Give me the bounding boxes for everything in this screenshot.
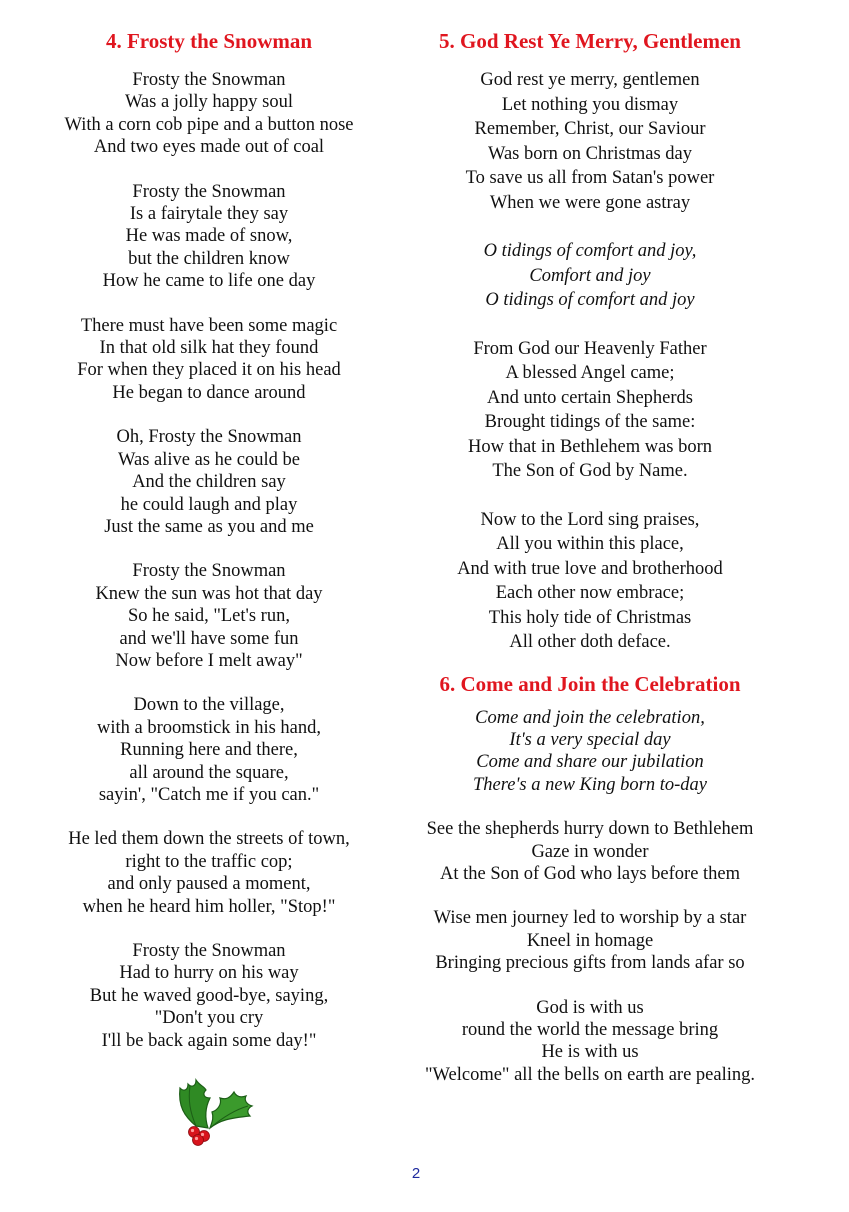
lyric-line: So he said, "Let's run, [128,606,290,627]
lyric-line: Brought tidings of the same: [484,412,696,432]
lyric-line: he could laugh and play [120,494,298,515]
lyric-line: There must have been some magic [80,315,338,336]
lyric-line: Now to the Lord sing praises, [480,509,700,530]
lyric-line: All other doth deface. [509,632,671,652]
lyric-line: Down to the village, [133,695,285,716]
frosty-verse-7 [30,828,388,918]
lyric-line: "Don't you cry [154,1008,264,1029]
frosty-verse-4 [30,426,388,538]
lyric-line: When we were gone astray [489,192,691,213]
lyric-line: It's a very special day [509,729,671,750]
frosty-verse-2 [30,181,388,293]
lyric-line: And unto certain Shepherds [486,387,694,408]
god-rest-chorus [398,239,782,313]
lyric-line: Running here and there, [120,740,298,761]
frosty-verse-1 [30,69,388,159]
lyric-line: From God our Heavenly Father [473,338,707,359]
lyric-line: How that in Bethlehem was born [467,436,713,457]
lyric-line: And the children say [132,472,286,493]
lyric-line: With a corn cob pipe and a button nose [64,114,354,135]
lyric-line: There's a new King born to-day [473,774,707,795]
lyric-line: with a broomstick in his hand, [96,717,322,738]
lyric-line: all around the square, [129,762,289,783]
lyric-line: But he waved good-bye, saying, [89,985,329,1006]
celebration-verse-2 [398,907,782,974]
lyric-line: Knew the sun was hot that day [95,583,323,604]
lyric-line: God rest ye merry, gentlemen [480,70,700,90]
lyric-line: Was born on Christmas day [487,143,693,164]
lyric-line: Wise men journey led to worship by a star [433,908,747,929]
lyric-line: All you within this place, [496,534,684,554]
lyric-line: Was alive as he could be [118,449,300,470]
lyric-line: and only paused a moment, [107,874,311,895]
lyric-line: Had to hurry on his way [119,963,299,984]
lyric-line: He is with us [541,1042,639,1063]
lyric-line: Bringing precious gifts from lands afar so [435,953,745,974]
lyric-line: In that old silk hat they found [99,338,319,359]
lyric-line: and we'll have some fun [119,628,299,649]
lyric-line: And two eyes made out of coal [93,137,325,158]
lyric-line: This holy tide of Christmas [488,607,692,628]
frosty-verse-3 [30,315,388,405]
lyric-line: Come and share our jubilation [476,752,704,773]
lyric-line: I'll be back again some day!" [101,1030,317,1051]
celebration-chorus [398,707,782,797]
god-rest-verse-1 [398,68,782,215]
holly-icon [170,1066,260,1148]
song-title-frosty: 4. Frosty the Snowman [105,29,313,53]
lyric-line: Frosty the Snowman [132,70,286,90]
lyric-line: Is a fairytale they say [129,204,289,225]
lyric-line: Oh, Frosty the Snowman [116,427,302,448]
lyric-line: At the Son of God who lays before them [439,863,741,884]
lyric-line: And with true love and brotherhood [457,558,723,579]
lyric-line: God is with us [536,997,644,1018]
celebration-verse-3 [398,997,782,1087]
lyric-line: See the shepherds hurry down to Bethlehem [426,819,754,840]
lyric-line: Come and join the celebration, [475,707,705,728]
lyric-line: Remember, Christ, our Saviour [474,119,706,139]
lyric-line: round the world the message bring [461,1019,719,1040]
lyric-line: sayin', "Catch me if you can." [98,784,320,805]
right-column [398,28,782,1086]
lyric-line: O tidings of comfort and joy, [483,241,697,261]
lyric-line: Frosty the Snowman [132,181,286,202]
god-rest-verse-3 [398,508,782,655]
lyric-line: Each other now embrace; [495,583,685,603]
lyric-line: Kneel in homage [526,930,654,951]
lyric-line: To save us all from Satan's power [465,168,715,188]
lyric-line: O tidings of comfort and joy [485,290,695,310]
lyric-line: He began to dance around [112,382,306,403]
lyric-line: right to the traffic cop; [125,851,293,872]
lyric-line: The Son of God by Name. [492,461,688,481]
lyric-line: Frosty the Snowman [132,941,286,961]
lyric-line: Gaze in wonder [531,841,649,862]
song-title-god-rest-ye: 5. God Rest Ye Merry, Gentlemen [439,29,741,53]
lyric-line: Now before I melt away" [115,650,303,671]
lyric-line: For when they placed it on his head [77,360,341,381]
page-number: 2 [411,1165,421,1182]
lyric-line: Frosty the Snowman [132,561,286,582]
song-title-come-and-join: 6. Come and Join the Celebration [439,671,741,696]
left-column [30,28,388,1052]
lyric-line: How he came to life one day [102,271,316,292]
frosty-verse-5 [30,560,388,672]
frosty-verse-6 [30,694,388,806]
lyric-line: Let nothing you dismay [501,94,679,115]
lyric-line: Was a jolly happy soul [124,92,294,113]
lyric-line: Just the same as you and me [104,516,314,537]
lyric-line: "Welcome" all the bells on earth are pealing. [424,1064,756,1085]
lyric-line: A blessed Angel came; [505,363,675,383]
lyric-line: but the children know [128,248,290,269]
god-rest-verse-2 [398,337,782,484]
lyric-line: when he heard him holler, "Stop!" [82,896,336,917]
celebration-verse-1 [398,818,782,885]
lyric-line: Comfort and joy [529,265,651,286]
frosty-verse-8 [30,940,388,1052]
lyric-line: He led them down the streets of town, [68,829,350,850]
lyric-line: He was made of snow, [125,226,293,247]
